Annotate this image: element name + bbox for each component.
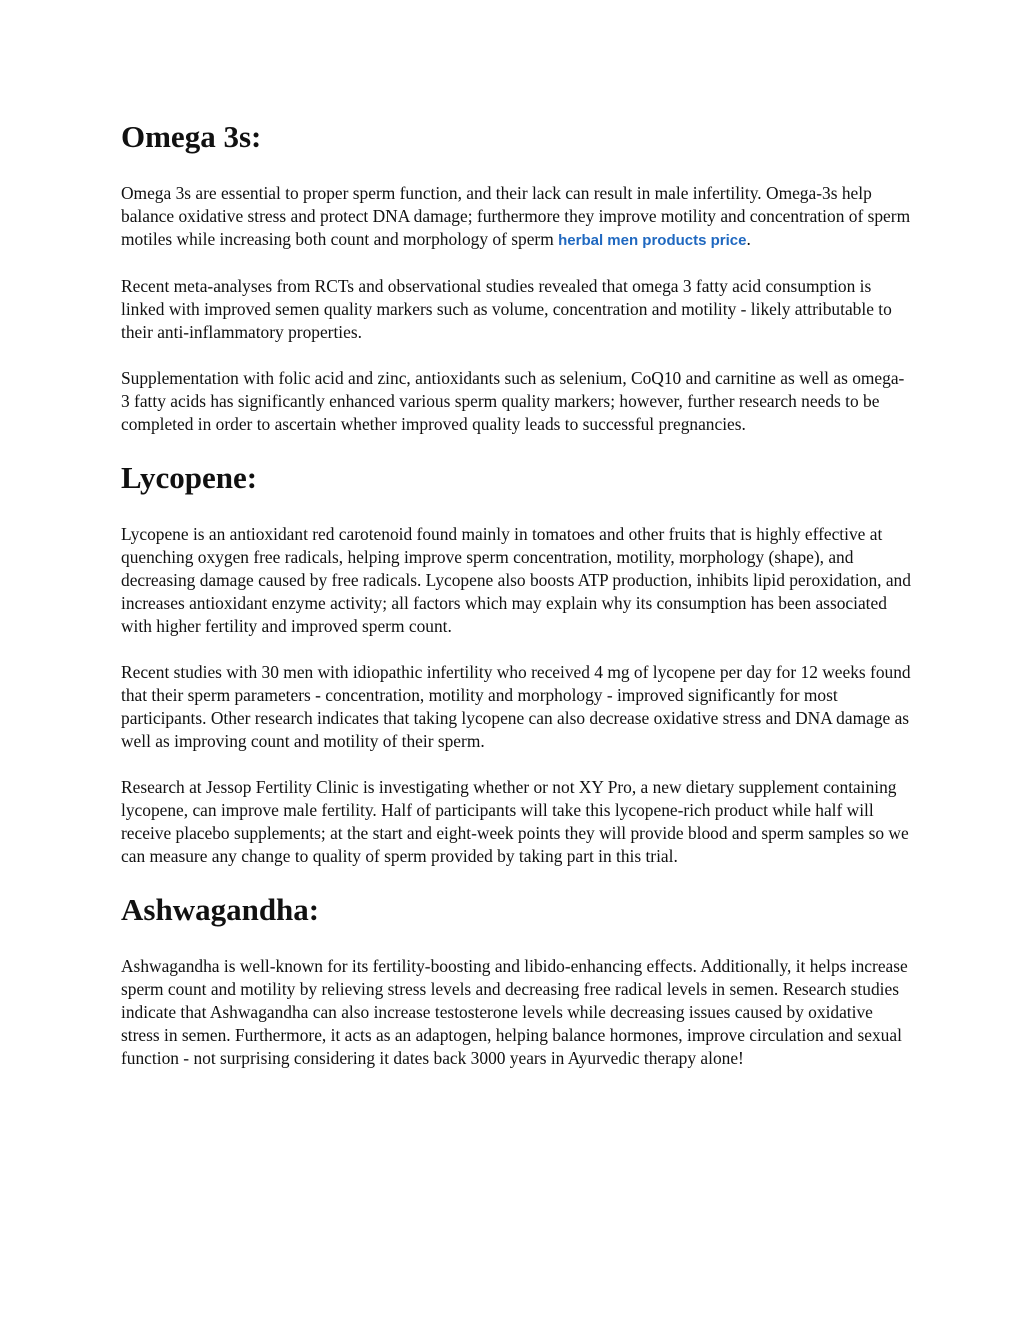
paragraph [121, 182, 911, 252]
paragraph: Lycopene is an antioxidant red carotenoid found mainly in tomatoes and other fruits that is highly effective at quenching oxygen free radicals, helping improve sperm concentration, motility, morphology (shape), and decreasing damage caused by free radicals. Lycopene also boosts ATP production, inhibits lipid peroxidation, and increases antioxidant enzyme activity; all factors which may explain why its consumption has been associated with higher fertility and improved sperm count. [121, 524, 911, 636]
paragraph-text: Omega 3s are essential to proper sperm function, and their lack can result in male infertility. Omega-3s help balance oxidative stress and protect DNA damage; furthermore they improve motility and concentration of sperm motiles while increasing both count and morphology of sperm [121, 183, 911, 249]
section-heading: Omega 3s: [121, 119, 262, 154]
document-page [121, 118, 911, 1093]
section-omega-3s [121, 118, 911, 436]
paragraph: Supplementation with folic acid and zinc, antioxidants such as selenium, CoQ10 and carnitine as well as omega-3 fatty acids has significantly enhanced various sperm quality markers; however, further research needs to be completed in order to ascertain whether improved quality leads to successful pregnancies. [121, 368, 905, 434]
section-ashwagandha [121, 891, 911, 1070]
section-lycopene [121, 459, 911, 868]
paragraph-text: . [746, 229, 751, 249]
herbal-men-products-price-link[interactable]: herbal men products price [558, 232, 747, 249]
section-heading: Ashwagandha: [121, 892, 320, 927]
section-heading: Lycopene: [121, 460, 258, 495]
paragraph: Recent meta-analyses from RCTs and observational studies revealed that omega 3 fatty acid consumption is linked with improved semen quality markers such as volume, concentration and motility - likely attributable to their anti-inflammatory properties. [121, 276, 892, 342]
paragraph: Ashwagandha is well-known for its fertility-boosting and libido-enhancing effects. Additionally, it helps increase sperm count and motility by relieving stress levels and decreasing free radical levels in semen. Research studies indicate that Ashwagandha can also increase testosterone levels while decreasing issues caused by oxidative stress in semen. Furthermore, it acts as an adaptogen, helping balance hormones, improve circulation and sexual function - not surprising considering it dates back 3000 years in Ayurvedic therapy alone! [121, 956, 908, 1068]
paragraph: Recent studies with 30 men with idiopathic infertility who received 4 mg of lycopene per day for 12 weeks found that their sperm parameters - concentration, motility and morphology - improved significantly for most participants. Other research indicates that taking lycopene can also decrease oxidative stress and DNA damage as well as improving count and motility of their sperm. [121, 662, 911, 751]
paragraph: Research at Jessop Fertility Clinic is investigating whether or not XY Pro, a new dietary supplement containing lycopene, can improve male fertility. Half of participants will take this lycopene-rich product while half will receive placebo supplements; at the start and eight-week points they will provide blood and sperm samples so we can measure any change to quality of sperm provided by taking part in this trial. [121, 777, 909, 866]
